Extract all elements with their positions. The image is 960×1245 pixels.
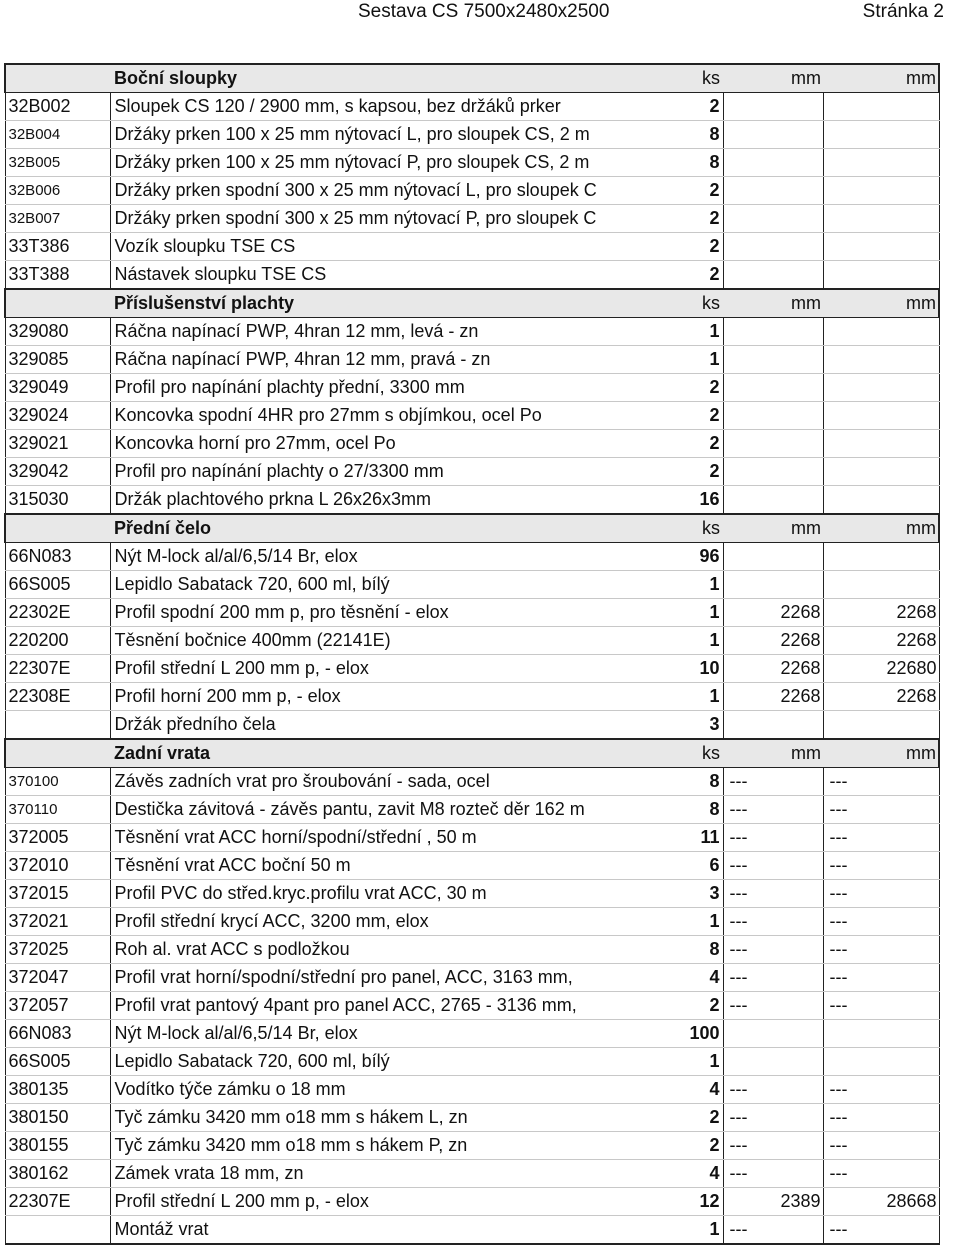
length-cell: --- bbox=[723, 1160, 823, 1188]
table-row bbox=[5, 655, 939, 683]
item-code-cell: 315030 bbox=[5, 486, 110, 515]
length-cell bbox=[723, 571, 823, 599]
item-description-cell: Ráčna napínací PWP, 4hran 12 mm, levá - zn bbox=[110, 318, 620, 346]
total-length-cell bbox=[823, 205, 939, 233]
quantity-cell: 1 bbox=[620, 1048, 723, 1076]
quantity-cell: 96 bbox=[620, 543, 723, 571]
total-length-cell: --- bbox=[823, 796, 939, 824]
length-cell: --- bbox=[723, 1076, 823, 1104]
item-description-cell: Koncovka spodní 4HR pro 27mm s objímkou, ocel Po bbox=[110, 402, 620, 430]
total-length-cell: 28668 bbox=[823, 1188, 939, 1216]
total-length-cell: --- bbox=[823, 908, 939, 936]
total-length-cell bbox=[823, 1048, 939, 1076]
item-description-cell: Ráčna napínací PWP, 4hran 12 mm, pravá - zn bbox=[110, 346, 620, 374]
length-cell: 2268 bbox=[723, 683, 823, 711]
item-code-cell: 329024 bbox=[5, 402, 110, 430]
quantity-cell: 2 bbox=[620, 402, 723, 430]
quantity-cell: 8 bbox=[620, 796, 723, 824]
item-description-cell: Těsnění bočnice 400mm (22141E) bbox=[110, 627, 620, 655]
item-description-cell: Těsnění vrat ACC boční 50 m bbox=[110, 852, 620, 880]
table-row bbox=[5, 402, 939, 430]
item-description-cell: Tyč zámku 3420 mm o18 mm s hákem P, zn bbox=[110, 1132, 620, 1160]
item-code-cell: 329049 bbox=[5, 374, 110, 402]
quantity-cell: 12 bbox=[620, 1188, 723, 1216]
length-cell bbox=[723, 318, 823, 346]
item-code-cell bbox=[5, 64, 110, 93]
table-row bbox=[5, 992, 939, 1020]
item-code-cell: 66N083 bbox=[5, 543, 110, 571]
table-row bbox=[5, 430, 939, 458]
total-length-cell: --- bbox=[823, 768, 939, 796]
item-description-cell: Montáž vrat bbox=[110, 1216, 620, 1245]
length-cell bbox=[723, 346, 823, 374]
quantity-cell: 4 bbox=[620, 964, 723, 992]
length-cell: 2268 bbox=[723, 599, 823, 627]
quantity-cell: 4 bbox=[620, 1160, 723, 1188]
item-code-cell: 380150 bbox=[5, 1104, 110, 1132]
length-cell bbox=[723, 374, 823, 402]
item-description-cell: Profil PVC do střed.kryc.profilu vrat ACC, 30 m bbox=[110, 880, 620, 908]
total-length-cell: --- bbox=[823, 852, 939, 880]
length-cell: --- bbox=[723, 852, 823, 880]
table-row bbox=[5, 486, 939, 515]
quantity-cell: 1 bbox=[620, 908, 723, 936]
page-number: Stránka 2 bbox=[862, 1, 944, 22]
item-description-cell: Tyč zámku 3420 mm o18 mm s hákem L, zn bbox=[110, 1104, 620, 1132]
bill-of-materials-table bbox=[4, 63, 940, 1245]
item-code-cell: 32B006 bbox=[5, 177, 110, 205]
total-length-cell bbox=[823, 149, 939, 177]
quantity-cell: 2 bbox=[620, 1104, 723, 1132]
length-cell: 2268 bbox=[723, 627, 823, 655]
length-cell: --- bbox=[723, 796, 823, 824]
item-description-cell: Profil spodní 200 mm p, pro těsnění - elox bbox=[110, 599, 620, 627]
item-code-cell: 380135 bbox=[5, 1076, 110, 1104]
length-cell bbox=[723, 177, 823, 205]
section-title-cell: Zadní vrata bbox=[110, 739, 620, 768]
item-code-cell: 372057 bbox=[5, 992, 110, 1020]
total-length-cell: --- bbox=[823, 964, 939, 992]
total-length-cell: --- bbox=[823, 992, 939, 1020]
quantity-cell: 1 bbox=[620, 627, 723, 655]
section-title-cell: Přední čelo bbox=[110, 514, 620, 543]
item-description-cell: Držáky prken 100 x 25 mm nýtovací L, pro sloupek CS, 2 m bbox=[110, 121, 620, 149]
item-code-cell: 380162 bbox=[5, 1160, 110, 1188]
item-code-cell bbox=[5, 289, 110, 318]
unit-mm-header-cell: mm bbox=[823, 289, 939, 318]
item-description-cell: Držák předního čela bbox=[110, 711, 620, 740]
page-header bbox=[0, 0, 960, 28]
item-description-cell: Koncovka horní pro 27mm, ocel Po bbox=[110, 430, 620, 458]
table-row bbox=[5, 880, 939, 908]
table-row bbox=[5, 1160, 939, 1188]
quantity-cell: 1 bbox=[620, 318, 723, 346]
unit-ks-header-cell: ks bbox=[620, 64, 723, 93]
unit-mm-header-cell: mm bbox=[723, 739, 823, 768]
total-length-cell bbox=[823, 318, 939, 346]
length-cell bbox=[723, 205, 823, 233]
table-row bbox=[5, 374, 939, 402]
section-header-row bbox=[5, 64, 939, 93]
item-description-cell: Držáky prken 100 x 25 mm nýtovací P, pro sloupek CS, 2 m bbox=[110, 149, 620, 177]
item-code-cell: 66S005 bbox=[5, 571, 110, 599]
unit-ks-header-cell: ks bbox=[620, 514, 723, 543]
item-code-cell: 372010 bbox=[5, 852, 110, 880]
item-code-cell: 370110 bbox=[5, 796, 110, 824]
quantity-cell: 1 bbox=[620, 683, 723, 711]
length-cell: --- bbox=[723, 1216, 823, 1245]
length-cell: 2268 bbox=[723, 655, 823, 683]
total-length-cell: --- bbox=[823, 1132, 939, 1160]
length-cell bbox=[723, 93, 823, 121]
item-code-cell: 372015 bbox=[5, 880, 110, 908]
item-description-cell: Vodítko týče zámku o 18 mm bbox=[110, 1076, 620, 1104]
item-code-cell: 380155 bbox=[5, 1132, 110, 1160]
item-code-cell: 220200 bbox=[5, 627, 110, 655]
item-description-cell: Nýt M-lock al/al/6,5/14 Br, elox bbox=[110, 543, 620, 571]
section-header-row bbox=[5, 739, 939, 768]
table-row bbox=[5, 177, 939, 205]
table-body bbox=[5, 64, 939, 1244]
item-description-cell: Profil střední L 200 mm p, - elox bbox=[110, 1188, 620, 1216]
length-cell bbox=[723, 121, 823, 149]
item-code-cell: 32B002 bbox=[5, 93, 110, 121]
item-description-cell: Profil střední L 200 mm p, - elox bbox=[110, 655, 620, 683]
item-code-cell: 372047 bbox=[5, 964, 110, 992]
total-length-cell bbox=[823, 121, 939, 149]
item-description-cell: Těsnění vrat ACC horní/spodní/střední , 50 m bbox=[110, 824, 620, 852]
item-description-cell: Lepidlo Sabatack 720, 600 ml, bílý bbox=[110, 1048, 620, 1076]
item-code-cell: 66N083 bbox=[5, 1020, 110, 1048]
quantity-cell: 2 bbox=[620, 233, 723, 261]
quantity-cell: 1 bbox=[620, 346, 723, 374]
total-length-cell: --- bbox=[823, 936, 939, 964]
item-description-cell: Vozík sloupku TSE CS bbox=[110, 233, 620, 261]
item-description-cell: Držáky prken spodní 300 x 25 mm nýtovací P, pro sloupek C bbox=[110, 205, 620, 233]
quantity-cell: 2 bbox=[620, 261, 723, 290]
table-row bbox=[5, 1104, 939, 1132]
quantity-cell: 3 bbox=[620, 880, 723, 908]
total-length-cell: --- bbox=[823, 880, 939, 908]
quantity-cell: 2 bbox=[620, 374, 723, 402]
total-length-cell bbox=[823, 93, 939, 121]
total-length-cell bbox=[823, 458, 939, 486]
item-code-cell: 32B005 bbox=[5, 149, 110, 177]
quantity-cell: 8 bbox=[620, 121, 723, 149]
total-length-cell bbox=[823, 177, 939, 205]
item-code-cell: 22308E bbox=[5, 683, 110, 711]
unit-mm-header-cell: mm bbox=[723, 64, 823, 93]
quantity-cell: 8 bbox=[620, 936, 723, 964]
total-length-cell: --- bbox=[823, 824, 939, 852]
item-code-cell: 329042 bbox=[5, 458, 110, 486]
table-row bbox=[5, 261, 939, 290]
table-row bbox=[5, 205, 939, 233]
length-cell: --- bbox=[723, 1132, 823, 1160]
quantity-cell: 6 bbox=[620, 852, 723, 880]
table-row bbox=[5, 1076, 939, 1104]
section-header-row bbox=[5, 289, 939, 318]
item-description-cell: Profil střední krycí ACC, 3200 mm, elox bbox=[110, 908, 620, 936]
item-code-cell: 329080 bbox=[5, 318, 110, 346]
length-cell bbox=[723, 430, 823, 458]
quantity-cell: 1 bbox=[620, 599, 723, 627]
table-row bbox=[5, 711, 939, 740]
unit-mm-header-cell: mm bbox=[823, 739, 939, 768]
table-row bbox=[5, 93, 939, 121]
quantity-cell: 100 bbox=[620, 1020, 723, 1048]
section-header-row bbox=[5, 514, 939, 543]
unit-mm-header-cell: mm bbox=[723, 289, 823, 318]
item-description-cell: Profil horní 200 mm p, - elox bbox=[110, 683, 620, 711]
length-cell: --- bbox=[723, 768, 823, 796]
item-description-cell: Destička závitová - závěs pantu, zavit M8 rozteč děr 162 m bbox=[110, 796, 620, 824]
quantity-cell: 2 bbox=[620, 93, 723, 121]
length-cell bbox=[723, 486, 823, 515]
table-row bbox=[5, 627, 939, 655]
total-length-cell: --- bbox=[823, 1104, 939, 1132]
table-row bbox=[5, 1020, 939, 1048]
quantity-cell: 2 bbox=[620, 458, 723, 486]
length-cell bbox=[723, 458, 823, 486]
table-row bbox=[5, 936, 939, 964]
item-description-cell: Roh al. vrat ACC s podložkou bbox=[110, 936, 620, 964]
total-length-cell bbox=[823, 711, 939, 740]
quantity-cell: 1 bbox=[620, 571, 723, 599]
length-cell: --- bbox=[723, 824, 823, 852]
item-code-cell: 22307E bbox=[5, 1188, 110, 1216]
length-cell: --- bbox=[723, 992, 823, 1020]
total-length-cell bbox=[823, 486, 939, 515]
table-row bbox=[5, 1132, 939, 1160]
item-description-cell: Závěs zadních vrat pro šroubování - sada, ocel bbox=[110, 768, 620, 796]
quantity-cell: 2 bbox=[620, 430, 723, 458]
total-length-cell: --- bbox=[823, 1076, 939, 1104]
quantity-cell: 8 bbox=[620, 768, 723, 796]
item-description-cell: Profil pro napínání plachty přední, 3300 mm bbox=[110, 374, 620, 402]
table-row bbox=[5, 683, 939, 711]
quantity-cell: 11 bbox=[620, 824, 723, 852]
length-cell: --- bbox=[723, 936, 823, 964]
table-row bbox=[5, 1188, 939, 1216]
item-code-cell: 372005 bbox=[5, 824, 110, 852]
item-code-cell: 33T388 bbox=[5, 261, 110, 290]
item-code-cell: 372021 bbox=[5, 908, 110, 936]
item-code-cell: 329021 bbox=[5, 430, 110, 458]
item-code-cell bbox=[5, 711, 110, 740]
item-description-cell: Profil pro napínání plachty o 27/3300 mm bbox=[110, 458, 620, 486]
total-length-cell bbox=[823, 430, 939, 458]
unit-mm-header-cell: mm bbox=[723, 514, 823, 543]
length-cell: 2389 bbox=[723, 1188, 823, 1216]
unit-ks-header-cell: ks bbox=[620, 739, 723, 768]
unit-ks-header-cell: ks bbox=[620, 289, 723, 318]
item-code-cell: 370100 bbox=[5, 768, 110, 796]
section-title-cell: Boční sloupky bbox=[110, 64, 620, 93]
total-length-cell bbox=[823, 261, 939, 290]
table-row bbox=[5, 796, 939, 824]
length-cell bbox=[723, 543, 823, 571]
length-cell bbox=[723, 233, 823, 261]
unit-mm-header-cell: mm bbox=[823, 514, 939, 543]
total-length-cell: 2268 bbox=[823, 683, 939, 711]
item-code-cell: 22302E bbox=[5, 599, 110, 627]
section-title-cell: Příslušenství plachty bbox=[110, 289, 620, 318]
length-cell bbox=[723, 149, 823, 177]
item-description-cell: Zámek vrata 18 mm, zn bbox=[110, 1160, 620, 1188]
table-row bbox=[5, 964, 939, 992]
item-code-cell: 372025 bbox=[5, 936, 110, 964]
total-length-cell bbox=[823, 571, 939, 599]
table-row bbox=[5, 346, 939, 374]
table-row bbox=[5, 852, 939, 880]
item-code-cell: 32B007 bbox=[5, 205, 110, 233]
item-description-cell: Nýt M-lock al/al/6,5/14 Br, elox bbox=[110, 1020, 620, 1048]
length-cell bbox=[723, 1020, 823, 1048]
table-row bbox=[5, 768, 939, 796]
length-cell: --- bbox=[723, 964, 823, 992]
quantity-cell: 4 bbox=[620, 1076, 723, 1104]
length-cell bbox=[723, 1048, 823, 1076]
quantity-cell: 2 bbox=[620, 1132, 723, 1160]
item-code-cell: 32B004 bbox=[5, 121, 110, 149]
total-length-cell bbox=[823, 1020, 939, 1048]
quantity-cell: 8 bbox=[620, 149, 723, 177]
table-row bbox=[5, 824, 939, 852]
item-description-cell: Nástavek sloupku TSE CS bbox=[110, 261, 620, 290]
item-code-cell: 66S005 bbox=[5, 1048, 110, 1076]
table-row bbox=[5, 458, 939, 486]
total-length-cell bbox=[823, 543, 939, 571]
document-title: Sestava CS 7500x2480x2500 bbox=[358, 1, 610, 22]
quantity-cell: 2 bbox=[620, 992, 723, 1020]
total-length-cell bbox=[823, 402, 939, 430]
length-cell: --- bbox=[723, 880, 823, 908]
quantity-cell: 1 bbox=[620, 1216, 723, 1245]
item-description-cell: Držáky prken spodní 300 x 25 mm nýtovací L, pro sloupek C bbox=[110, 177, 620, 205]
item-description-cell: Držák plachtového prkna L 26x26x3mm bbox=[110, 486, 620, 515]
table-row bbox=[5, 318, 939, 346]
table-row bbox=[5, 121, 939, 149]
table-row bbox=[5, 149, 939, 177]
quantity-cell: 3 bbox=[620, 711, 723, 740]
item-code-cell: 329085 bbox=[5, 346, 110, 374]
item-description-cell: Profil vrat horní/spodní/střední pro panel, ACC, 3163 mm, bbox=[110, 964, 620, 992]
table-row bbox=[5, 1048, 939, 1076]
total-length-cell: --- bbox=[823, 1160, 939, 1188]
quantity-cell: 2 bbox=[620, 205, 723, 233]
item-code-cell bbox=[5, 739, 110, 768]
length-cell bbox=[723, 711, 823, 740]
quantity-cell: 2 bbox=[620, 177, 723, 205]
item-code-cell: 22307E bbox=[5, 655, 110, 683]
length-cell: --- bbox=[723, 1104, 823, 1132]
quantity-cell: 16 bbox=[620, 486, 723, 515]
total-length-cell: 2268 bbox=[823, 599, 939, 627]
total-length-cell: --- bbox=[823, 1216, 939, 1245]
table-row bbox=[5, 599, 939, 627]
table-row bbox=[5, 233, 939, 261]
unit-mm-header-cell: mm bbox=[823, 64, 939, 93]
length-cell bbox=[723, 261, 823, 290]
item-description-cell: Lepidlo Sabatack 720, 600 ml, bílý bbox=[110, 571, 620, 599]
total-length-cell bbox=[823, 346, 939, 374]
total-length-cell: 2268 bbox=[823, 627, 939, 655]
length-cell bbox=[723, 402, 823, 430]
item-description-cell: Sloupek CS 120 / 2900 mm, s kapsou, bez držáků prker bbox=[110, 93, 620, 121]
total-length-cell bbox=[823, 233, 939, 261]
item-code-cell: 33T386 bbox=[5, 233, 110, 261]
length-cell: --- bbox=[723, 908, 823, 936]
total-length-cell bbox=[823, 374, 939, 402]
table-row bbox=[5, 908, 939, 936]
total-length-cell: 22680 bbox=[823, 655, 939, 683]
quantity-cell: 10 bbox=[620, 655, 723, 683]
table-row bbox=[5, 543, 939, 571]
table-row bbox=[5, 571, 939, 599]
item-description-cell: Profil vrat pantový 4pant pro panel ACC, 2765 - 3136 mm, bbox=[110, 992, 620, 1020]
item-code-cell bbox=[5, 514, 110, 543]
